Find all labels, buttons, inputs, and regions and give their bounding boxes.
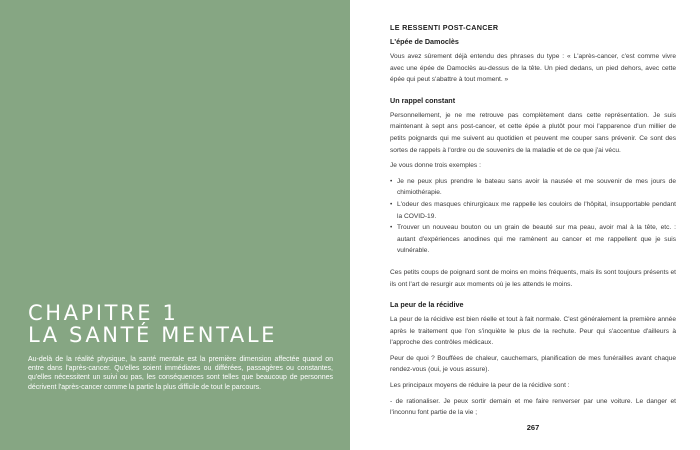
chapter-title <box>28 302 277 346</box>
paragraph-stabs: Ces petits coups de poignard sont de moins en moins fréquents, mais ils sont toujours présents et ils ont l'art de resurgir aux moments où je les attends le moins. <box>390 268 676 288</box>
examples-list <box>390 176 676 257</box>
section-header: LE RESSENTI POST-CANCER <box>390 23 499 32</box>
list-item: • Je ne peux plus prendre le bateau sans avoir la nausée et me souvenir de mes jours de chimiothérapie. <box>390 176 676 199</box>
chapter-intro: Au-delà de la réalité physique, la santé mentale est la première dimension affectée quand on entre dans l'après-cancer. Qu'elles soient immédiates ou différées, passagères ou constantes, qu'elles nécessitent un suivi ou pas, les conséquences sont telles que beaucoup de personnes décrivent l'après-cancer comme la partie la plus difficile de tout le parcours. <box>28 356 333 391</box>
paragraph-rationalize: - de rationaliser. Je peux sortir demain et me faire renverser par une voiture. Le danger et l'inconnu font partie de la vie ; <box>390 397 676 417</box>
page-number: 267 <box>526 423 540 432</box>
subheading-damocles: L'épée de Damoclès <box>390 37 459 46</box>
paragraph-recurrence: La peur de la récidive est bien réelle et tout à fait normale. C'est généralement la première année après le traitement que l'on s'inquiète le plus de la rechute. Peur qui s'accentue d'ailleurs à l'approche des contrôles médicaux. <box>390 316 676 347</box>
paragraph-examples-intro: Je vous donne trois exemples : <box>390 162 481 170</box>
right-page <box>350 0 700 450</box>
paragraph-damocles: Vous avez sûrement déjà entendu des phrases du type : « L'après-cancer, c'est comme vivre avec une épée de Damoclès au-dessus de la tête. Un pied dedans, un pied dehors, avec cette épée qui peut s'abattre à tout moment. » <box>390 53 676 84</box>
paragraph-means-intro: Les principaux moyens de réduire la peur de la récidive sont : <box>390 382 570 390</box>
list-item: • L'odeur des masques chirurgicaux me rappelle les couloirs de l'hôpital, insupportable pendant la COVID-19. <box>390 199 676 222</box>
subheading-constant-reminder: Un rappel constant <box>390 95 456 105</box>
subheading-fear-of-recurrence: La peur de la récidive <box>390 300 464 310</box>
text-column <box>390 23 676 423</box>
paragraph-personal: Personnellement, je ne me retrouve pas complètement dans cette représentation. Je suis maintenant à sept ans post-cancer, et cette épée a plutôt pour moi l'apparence d'un millier de petits poignards qui me suivent au quotidien et peuvent me couper sans prévenir. Ce sont des sortes de rappels à l'ordre ou de souvenirs de la maladie et de ce que j'ai vécu. <box>390 111 676 154</box>
chapter-number: CHAPITRE 1 <box>28 301 179 325</box>
paragraph-fear-of-what: Peur de quoi ? Bouffées de chaleur, cauchemars, planification de mes funérailles avant chaque rendez-vous (oui, je vous assure). <box>390 354 676 374</box>
list-item: • Trouver un nouveau bouton ou un grain de beauté sur ma peau, avoir mal à la tête, etc. : autant d'expériences anodines qui me ramènent au cancer et me rappellent que je suis vulnérable. <box>390 222 676 257</box>
chapter-name: LA SANTÉ MENTALE <box>28 323 278 347</box>
